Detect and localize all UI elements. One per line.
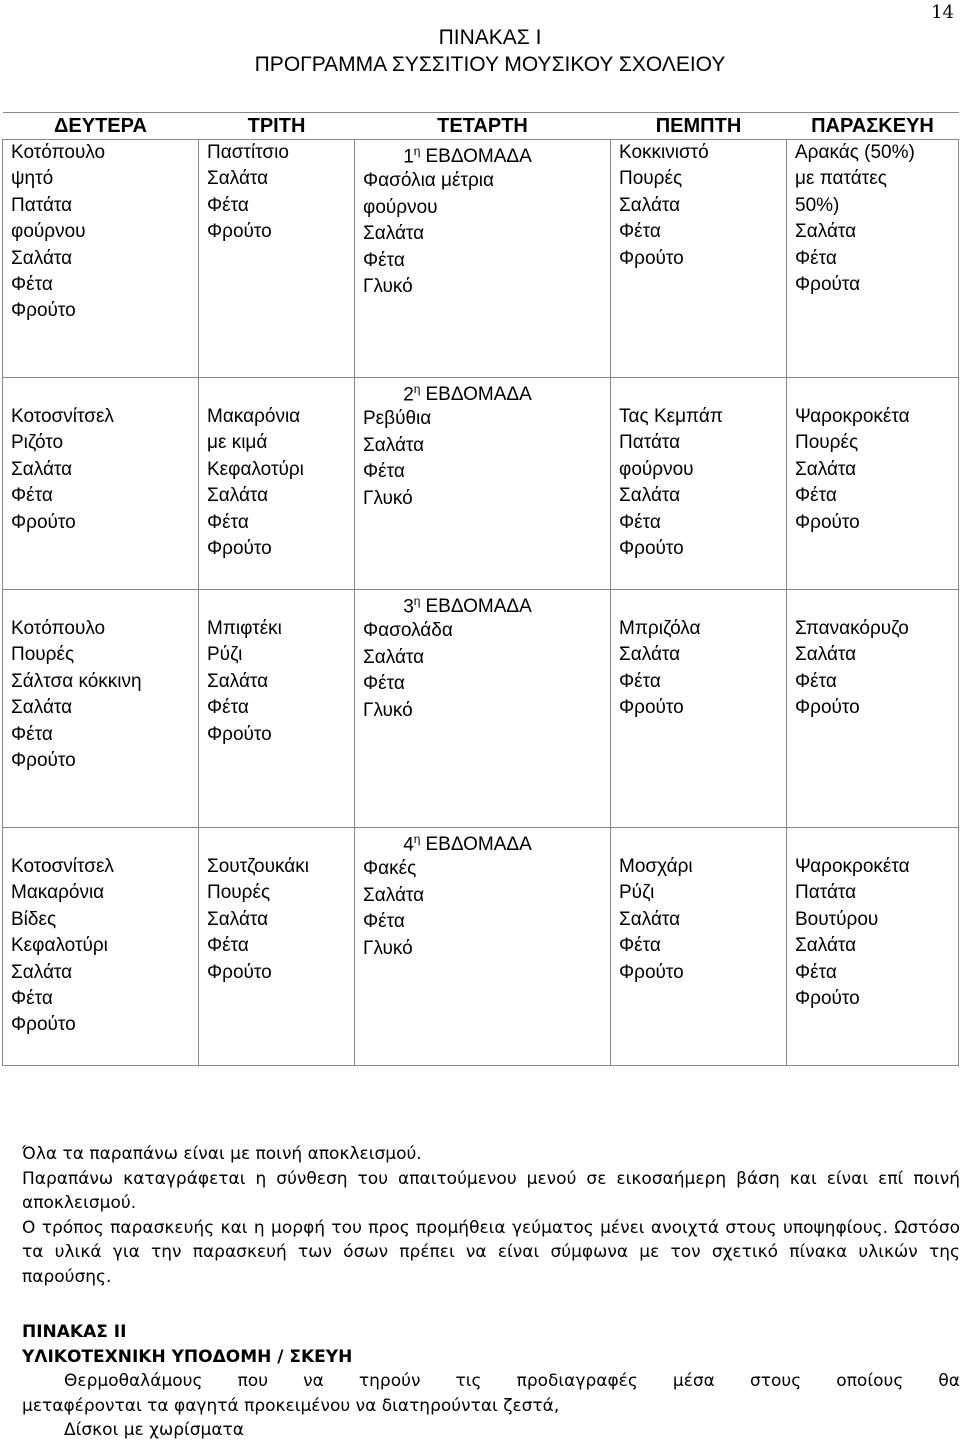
dish-item: Σουτζουκάκι	[207, 856, 309, 877]
dish-item: Γλυκό	[363, 487, 413, 509]
dish-item: Κοκκινιστό	[619, 142, 709, 163]
week-label	[333, 590, 602, 618]
week-label-spacer	[619, 378, 778, 404]
dish-item: Φέτα	[363, 911, 405, 933]
section2-list-item: Δίσκοι με χωρίσματα	[64, 1420, 244, 1440]
notes	[22, 1142, 960, 1289]
dish-item: Σαλάτα	[795, 644, 857, 666]
section2-subheading: ΥΛΙΚΟΤΕΧΝΙΚΗ ΥΠΟΔΟΜΗ / ΣΚΕΥΗ	[22, 1346, 353, 1367]
dish-item: Σαλάτα	[363, 884, 425, 906]
dish-item: Γλυκό	[363, 937, 413, 959]
week-row	[3, 590, 959, 828]
menu-cell	[355, 828, 611, 1066]
day-header-monday: ΔΕΥΤΕΡΑ	[3, 113, 199, 140]
week-label-spacer	[11, 828, 190, 854]
note-3: Ο τρόπος παρασκευής και η μορφή του προς προμήθεια γεύματος μένει ανοιχτά στους υποψηφίους. Ωστόσο τα υλικά για την παρασκευή των όσων πρέπει να είναι σύμφωνα με τον σχετικό πίνακα υλικών της παρούσης.	[22, 1217, 960, 1287]
dish-item: Φρούτο	[619, 697, 684, 719]
dish-item: Φέτα	[363, 673, 405, 695]
title-block	[0, 24, 960, 78]
menu-cell	[787, 590, 959, 828]
dish-item: Φέτα	[619, 221, 661, 243]
week-text: ΕΒΔΟΜΑΔΑ	[425, 384, 532, 406]
menu-cell	[199, 378, 355, 590]
dish-item: Ψαροκροκέτα	[795, 856, 910, 877]
section2-heading: ΠΙΝΑΚΑΣ ΙΙ	[22, 1322, 127, 1342]
dish-item: Φέτα	[11, 723, 53, 745]
dish-item: Πατάτα	[619, 432, 681, 454]
week-label-spacer	[619, 828, 778, 854]
dish-item: με κιμά	[207, 432, 268, 454]
menu-cell	[611, 378, 787, 590]
menu-cell	[611, 590, 787, 828]
menu-cell	[787, 828, 959, 1066]
dish-item: Πατάτα	[11, 194, 73, 216]
menu-cell	[199, 828, 355, 1066]
dish-item: Σαλάτα	[11, 961, 73, 983]
week-text: ΕΒΔΟΜΑΔΑ	[425, 834, 532, 856]
equipment-section	[22, 1320, 960, 1443]
menu-cell	[355, 378, 611, 590]
week-label-spacer	[11, 590, 190, 616]
dish-item: Φρούτο	[11, 511, 76, 533]
dish-item: Σαλάτα	[363, 434, 425, 456]
dish-item: Μπριζόλα	[619, 618, 701, 639]
dish-item: Φρούτο	[11, 1014, 76, 1036]
week-label-spacer	[795, 590, 950, 616]
dish-item: Φέτα	[795, 961, 837, 983]
dish-item: Αρακάς (50%)	[795, 142, 915, 163]
dish-item: Φέτα	[11, 988, 53, 1010]
dish-item: Φέτα	[363, 249, 405, 271]
section2-paragraph-line1: Θερμοθαλάμους που να τηρούν τις προδιαγραφές μέσα στους οποίους θα	[64, 1371, 960, 1391]
page-title: ΠΙΝΑΚΑΣ Ι	[438, 26, 542, 49]
dish-item: Φρούτο	[795, 511, 860, 533]
dish-item: Μπιφτέκι	[207, 618, 282, 639]
weeks-body	[3, 140, 959, 1066]
dish-item: Κοτοσνίτσελ	[11, 856, 114, 877]
dish-item: Κεφαλοτύρι	[11, 935, 108, 957]
menu-cell	[355, 590, 611, 828]
dish-item: Πατάτα	[795, 882, 857, 904]
dish-item: Φασόλια μέτρια	[363, 170, 494, 192]
dish-item: Φακές	[363, 858, 417, 880]
menu-cell	[787, 378, 959, 590]
dish-item: Σαλάτα	[207, 485, 269, 507]
dish-item: Σάλτσα κόκκινη	[11, 670, 142, 692]
dish-item: Φέτα	[207, 511, 249, 533]
day-header-wednesday: ΤΕΤΑΡΤΗ	[355, 113, 611, 140]
dish-item: Πουρές	[795, 432, 859, 454]
week-number: 2	[403, 384, 414, 406]
dish-item: Σαλάτα	[207, 168, 269, 190]
dish-item: Φέτα	[795, 247, 837, 269]
week-label-spacer	[207, 378, 346, 404]
week-number: 4	[403, 834, 414, 856]
dish-item: Φέτα	[795, 670, 837, 692]
dish-item: Βουτύρου	[795, 908, 879, 930]
day-header-tuesday: ΤΡΙΤΗ	[199, 113, 355, 140]
dish-item: Φρούτο	[795, 988, 860, 1010]
dish-item: Σαλάτα	[795, 458, 857, 480]
menu-cell	[199, 140, 355, 378]
dish-item: Σαλάτα	[619, 644, 681, 666]
dish-item: Φέτα	[619, 511, 661, 533]
menu-cell	[787, 140, 959, 378]
week-ordinal: η	[413, 382, 421, 396]
dish-item: Φρούτο	[795, 697, 860, 719]
menu-cell	[3, 378, 199, 590]
week-number: 1	[403, 146, 414, 168]
dish-item: ψητό	[11, 168, 54, 190]
dish-item: Φέτα	[207, 935, 249, 957]
dish-item: Σαλάτα	[619, 485, 681, 507]
day-header-thursday: ΠΕΜΠΤΗ	[611, 113, 787, 140]
dish-item: Σαλάτα	[11, 458, 73, 480]
dish-item: Μακαρόνια	[207, 406, 301, 427]
dish-item: Φρούτο	[207, 723, 272, 745]
dish-item: Σαλάτα	[363, 223, 425, 245]
page-number: 14	[931, 2, 954, 23]
week-label	[333, 828, 602, 856]
dish-item: Γλυκό	[363, 275, 413, 297]
note-2: Παραπάνω καταγράφεται η σύνθεση του απαιτούμενου μενού σε εικοσαήμερη βάση και είναι επί ποινή αποκλεισμού.	[22, 1168, 960, 1213]
week-text: ΕΒΔΟΜΑΔΑ	[425, 146, 532, 168]
dish-item: Φέτα	[11, 274, 53, 296]
page-subtitle: ΠΡΟΓΡΑΜΜΑ ΣΥΣΣΙΤΙΟΥ ΜΟΥΣΙΚΟΥ ΣΧΟΛΕΙΟΥ	[254, 53, 726, 76]
dish-item: Φασολάδα	[363, 620, 453, 642]
dish-item: Φρούτο	[11, 300, 76, 322]
week-ordinal: η	[413, 832, 421, 846]
week-label-spacer	[619, 590, 778, 616]
dish-item: Κοτόπουλο	[11, 142, 106, 163]
dish-item: Πουρές	[207, 882, 271, 904]
dish-item: Μοσχάρι	[619, 856, 693, 877]
dish-item: Φρούτο	[619, 961, 684, 983]
week-label-spacer	[207, 828, 346, 854]
week-number: 3	[403, 596, 414, 618]
dish-item: Σαλάτα	[619, 194, 681, 216]
week-text: ΕΒΔΟΜΑΔΑ	[425, 596, 532, 618]
menu-cell	[355, 140, 611, 378]
week-row	[3, 828, 959, 1066]
dish-item: Κεφαλοτύρι	[207, 458, 304, 480]
dish-item: Κοτοσνίτσελ	[11, 406, 114, 427]
dish-item: Σαλάτα	[11, 247, 73, 269]
dish-item: Φέτα	[207, 697, 249, 719]
menu-cell	[611, 828, 787, 1066]
dish-item: Σαλάτα	[619, 908, 681, 930]
section2-paragraph-line2: μεταφέρονται τα φαγητά προκειμένου να διατηρούνται ζεστά,	[22, 1395, 560, 1416]
menu-cell	[3, 828, 199, 1066]
dish-item: Φέτα	[619, 670, 661, 692]
dish-item: φούρνου	[363, 196, 438, 218]
week-label	[333, 378, 602, 406]
dish-item: Μακαρόνια	[11, 882, 105, 904]
week-label-spacer	[207, 590, 346, 616]
week-ordinal: η	[413, 594, 421, 608]
dish-item: φούρνου	[619, 458, 694, 480]
week-label-spacer	[795, 828, 950, 854]
menu-cell	[199, 590, 355, 828]
dish-item: Φρούτα	[795, 274, 861, 296]
dish-item: Βίδες	[11, 908, 57, 930]
day-header-friday: ΠΑΡΑΣΚΕΥΗ	[787, 113, 959, 140]
week-label-spacer	[11, 378, 190, 404]
week-row	[3, 378, 959, 590]
dish-item: Φρούτο	[619, 247, 684, 269]
dish-item: Σπανακόρυζο	[795, 618, 909, 639]
dish-item: Σαλάτα	[363, 646, 425, 668]
week-row	[3, 140, 959, 378]
dish-item: Ριζότο	[11, 432, 64, 454]
dish-item: Σαλάτα	[795, 221, 857, 243]
dish-item: Παστίτσιο	[207, 142, 289, 163]
dish-item: Φρούτο	[207, 961, 272, 983]
dish-item: Φέτα	[619, 935, 661, 957]
menu-table	[2, 112, 959, 1066]
dish-item: Ψαροκροκέτα	[795, 406, 910, 427]
dish-item: Κοτόπουλο	[11, 618, 106, 639]
note-1: Όλα τα παραπάνω είναι με ποινή αποκλεισμού.	[22, 1144, 422, 1164]
dish-item: φούρνου	[11, 221, 86, 243]
dish-item: Πουρές	[619, 168, 683, 190]
dish-item: με πατάτες	[795, 168, 887, 190]
dish-item: Φέτα	[207, 194, 249, 216]
dish-item: Σαλάτα	[11, 697, 73, 719]
dish-item: Ρύζι	[207, 644, 243, 666]
dish-item: Φρούτο	[207, 538, 272, 560]
menu-cell	[3, 590, 199, 828]
dish-item: 50%)	[795, 194, 840, 216]
menu-cell	[611, 140, 787, 378]
menu-cell	[3, 140, 199, 378]
dish-item: Γλυκό	[363, 699, 413, 721]
week-ordinal: η	[413, 144, 421, 158]
dish-item: Φέτα	[363, 461, 405, 483]
dish-item: Φρούτο	[207, 221, 272, 243]
dish-item: Ρεβύθια	[363, 408, 432, 430]
day-header-row	[3, 113, 959, 140]
dish-item: Φέτα	[11, 485, 53, 507]
dish-item: Φρούτο	[11, 750, 76, 772]
dish-item: Σαλάτα	[795, 935, 857, 957]
dish-item: Τας Κεμπάπ	[619, 406, 723, 427]
week-label-spacer	[795, 378, 950, 404]
dish-item: Φέτα	[795, 485, 837, 507]
dish-item: Πουρές	[11, 644, 75, 666]
dish-item: Ρύζι	[619, 882, 655, 904]
dish-item: Σαλάτα	[207, 908, 269, 930]
dish-item: Σαλάτα	[207, 670, 269, 692]
week-label	[333, 140, 602, 168]
dish-item: Φρούτο	[619, 538, 684, 560]
